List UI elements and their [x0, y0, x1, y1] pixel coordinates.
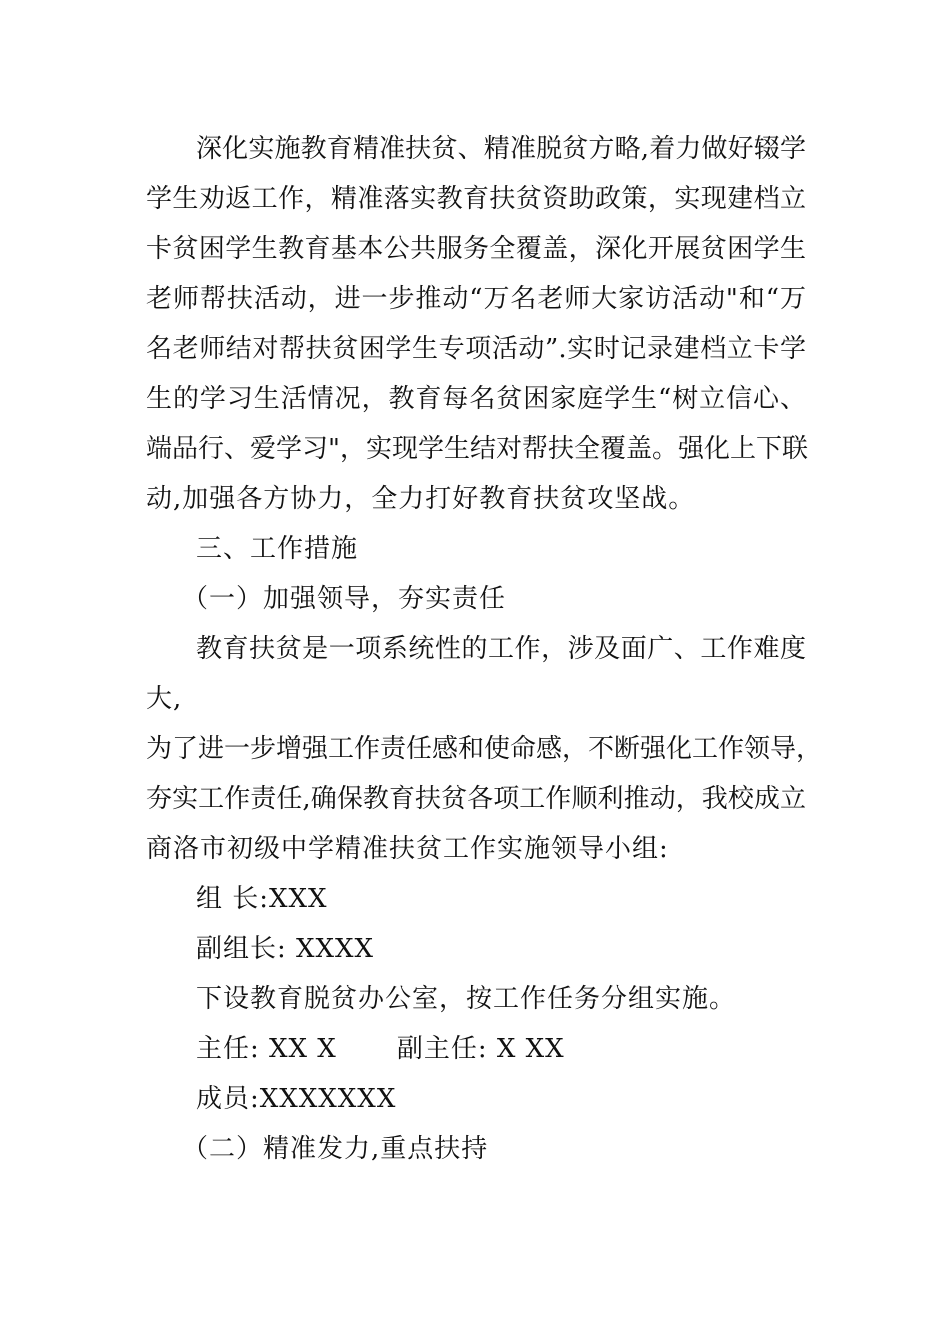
office-note-line: 下设教育脱贫办公室，按工作任务分组实施。 [196, 984, 737, 1014]
subsection-heading: （二）精准发力,重点扶持 [182, 1134, 489, 1164]
paragraph-line: 老师帮扶活动，进一步推动“万名老师大家访活动"和“万 [146, 284, 806, 314]
paragraph-line: 深化实施教育精准扶贫、精准脱贫方略,着力做好辍学 [196, 134, 806, 164]
paragraph-line: 商洛市初级中学精准扶贫工作实施领导小组: [146, 834, 669, 864]
leader-line: 组 长:XXX [196, 884, 328, 914]
paragraph-line: 教育扶贫是一项系统性的工作，涉及面广、工作难度 [196, 634, 806, 664]
paragraph-line: 卡贫困学生教育基本公共服务全覆盖，深化开展贫困学生 [146, 234, 806, 264]
paragraph-line: 动,加强各方协力，全力打好教育扶贫攻坚战。 [146, 484, 696, 514]
paragraph-line: 端品行、爱学习"，实现学生结对帮扶全覆盖。强化上下联 [146, 434, 808, 464]
subsection-heading: （一）加强领导，夯实责任 [182, 584, 507, 614]
deputy-director-line: 副主任: X XX [396, 1034, 565, 1064]
director-line: 主任: XX X [196, 1034, 337, 1064]
paragraph-line: 学生劝返工作，精准落实教育扶贫资助政策，实现建档立 [146, 184, 806, 214]
members-line: 成员:XXXXXXX [196, 1084, 397, 1114]
director-row [196, 1031, 565, 1067]
paragraph-line: 夯实工作责任,确保教育扶贫各项工作顺利推动，我校成立 [146, 784, 806, 814]
deputy-leader-line: 副组长: XXXX [196, 934, 375, 964]
paragraph-line: 为了进一步增强工作责任感和使命感，不断强化工作领导， [146, 734, 823, 764]
paragraph-line: 生的学习生活情况，教育每名贫困家庭学生“树立信心、 [146, 384, 806, 414]
section-heading: 三、工作措施 [196, 534, 359, 564]
paragraph-line: 大, [146, 684, 183, 714]
paragraph-line: 名老师结对帮扶贫困学生专项活动”.实时记录建档立卡学 [146, 334, 806, 364]
